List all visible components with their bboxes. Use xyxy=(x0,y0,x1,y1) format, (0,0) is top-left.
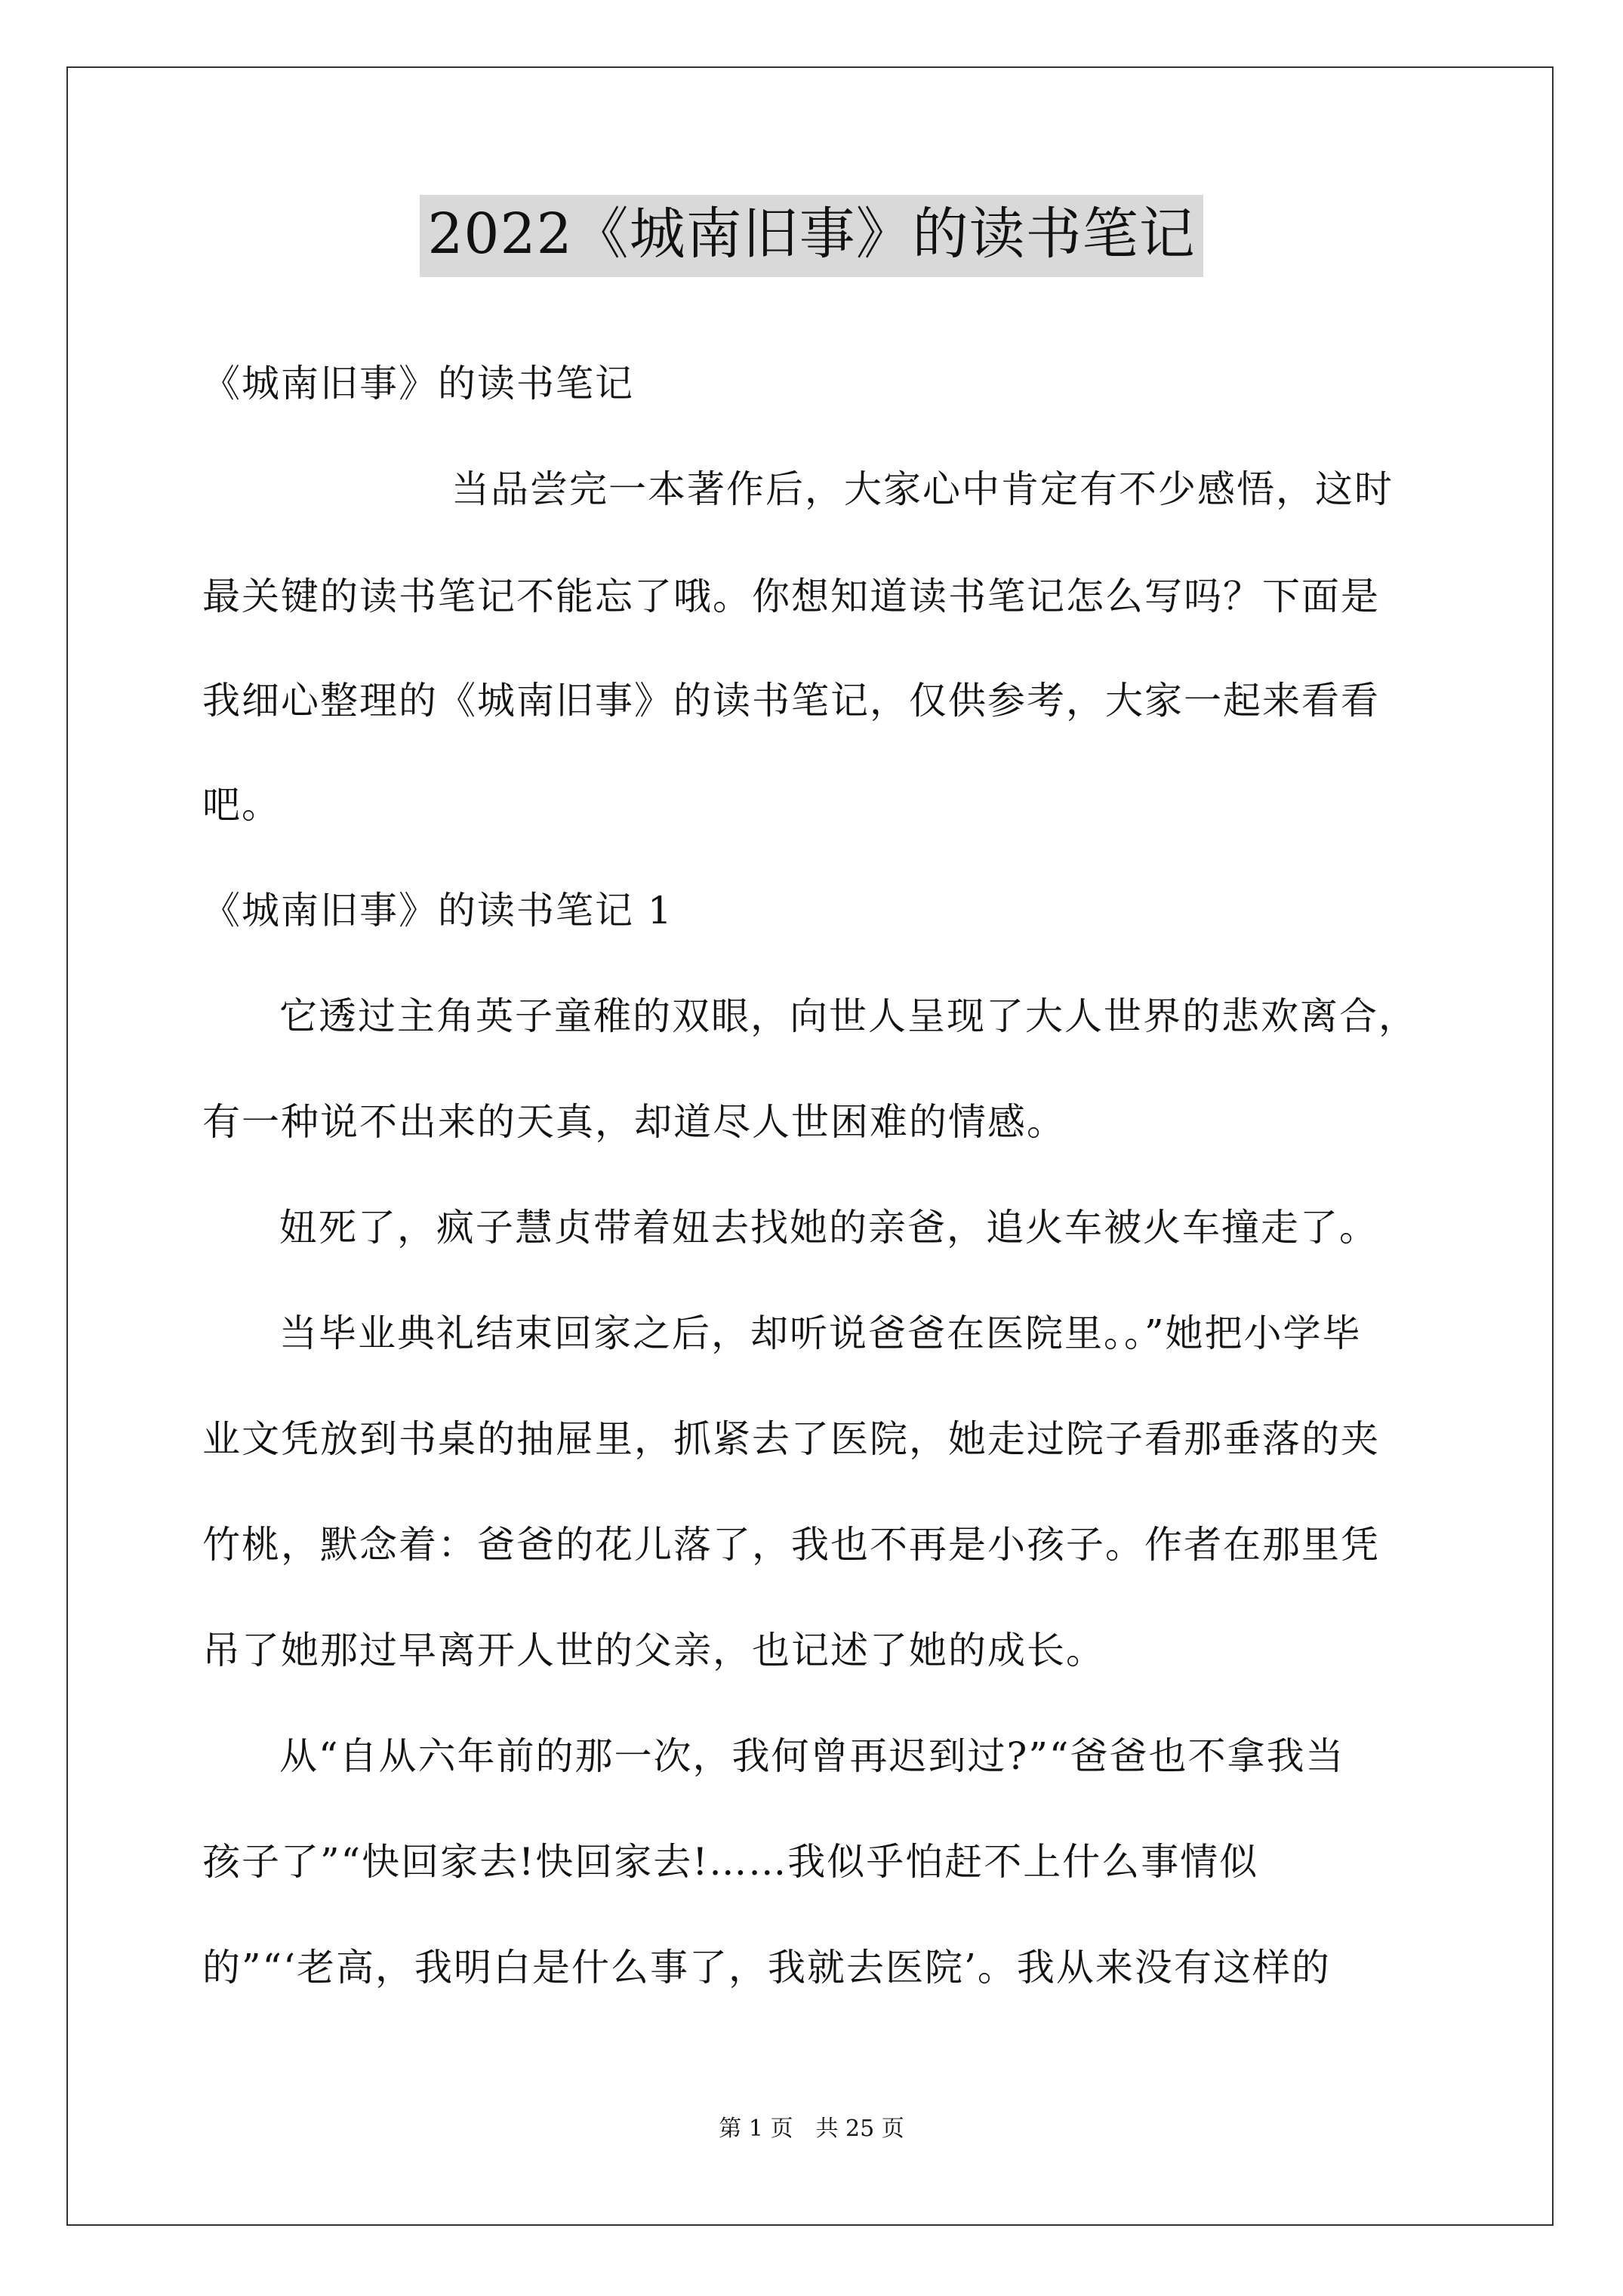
document-title: 2022《城南旧事》的读书笔记 xyxy=(420,195,1203,277)
page-footer: 第 1 页 共 25 页 xyxy=(719,2116,904,2142)
body-line-5: 业文凭放到书桌的抽屉里，抓紧去了医院，她走过院子看那垂落的夹 xyxy=(202,1417,1380,1461)
intro-line-4: 吧。 xyxy=(202,783,281,827)
body-line-3: 妞死了，疯子慧贞带着妞去找她的亲爸，追火车被火车撞走了。 xyxy=(279,1206,1378,1250)
intro-line-1: 当品尝完一本著作后，大家心中肯定有不少感悟，这时 xyxy=(451,467,1394,511)
body-line-4: 当毕业典礼结束回家之后，却听说爸爸在医院里。。”她把小学毕 xyxy=(279,1311,1362,1355)
section-heading: 《城南旧事》的读书笔记 1 xyxy=(202,889,673,932)
body-line-2: 有一种说不出来的天真，却道尽人世困难的情感。 xyxy=(202,1100,1066,1144)
subtitle: 《城南旧事》的读书笔记 xyxy=(202,362,634,405)
document-title-wrap xyxy=(0,195,1623,277)
body-line-10: 的”“‘老高，我明白是什么事了，我就去医院’。我从来没有这样的 xyxy=(202,1946,1331,1989)
body-line-9: 孩子了”“快回家去!快回家去!……我似乎怕赶不上什么事情似 xyxy=(202,1840,1259,1884)
body-line-6: 竹桃，默念着：爸爸的花儿落了，我也不再是小孩子。作者在那里凭 xyxy=(202,1523,1380,1567)
intro-line-3: 我细心整理的《城南旧事》的读书笔记，仅供参考，大家一起来看看 xyxy=(202,679,1380,723)
body-line-1: 它透过主角英子童稚的双眼，向世人呈现了大人世界的悲欢离合， xyxy=(279,994,1418,1038)
body-line-7: 吊了她那过早离开人世的父亲，也记述了她的成长。 xyxy=(202,1629,1105,1672)
body-line-8: 从“自从六年前的那一次，我何曾再迟到过?”“爸爸也不拿我当 xyxy=(279,1734,1345,1778)
intro-line-2: 最关键的读书笔记不能忘了哦。你想知道读书笔记怎么写吗？下面是 xyxy=(202,575,1380,618)
